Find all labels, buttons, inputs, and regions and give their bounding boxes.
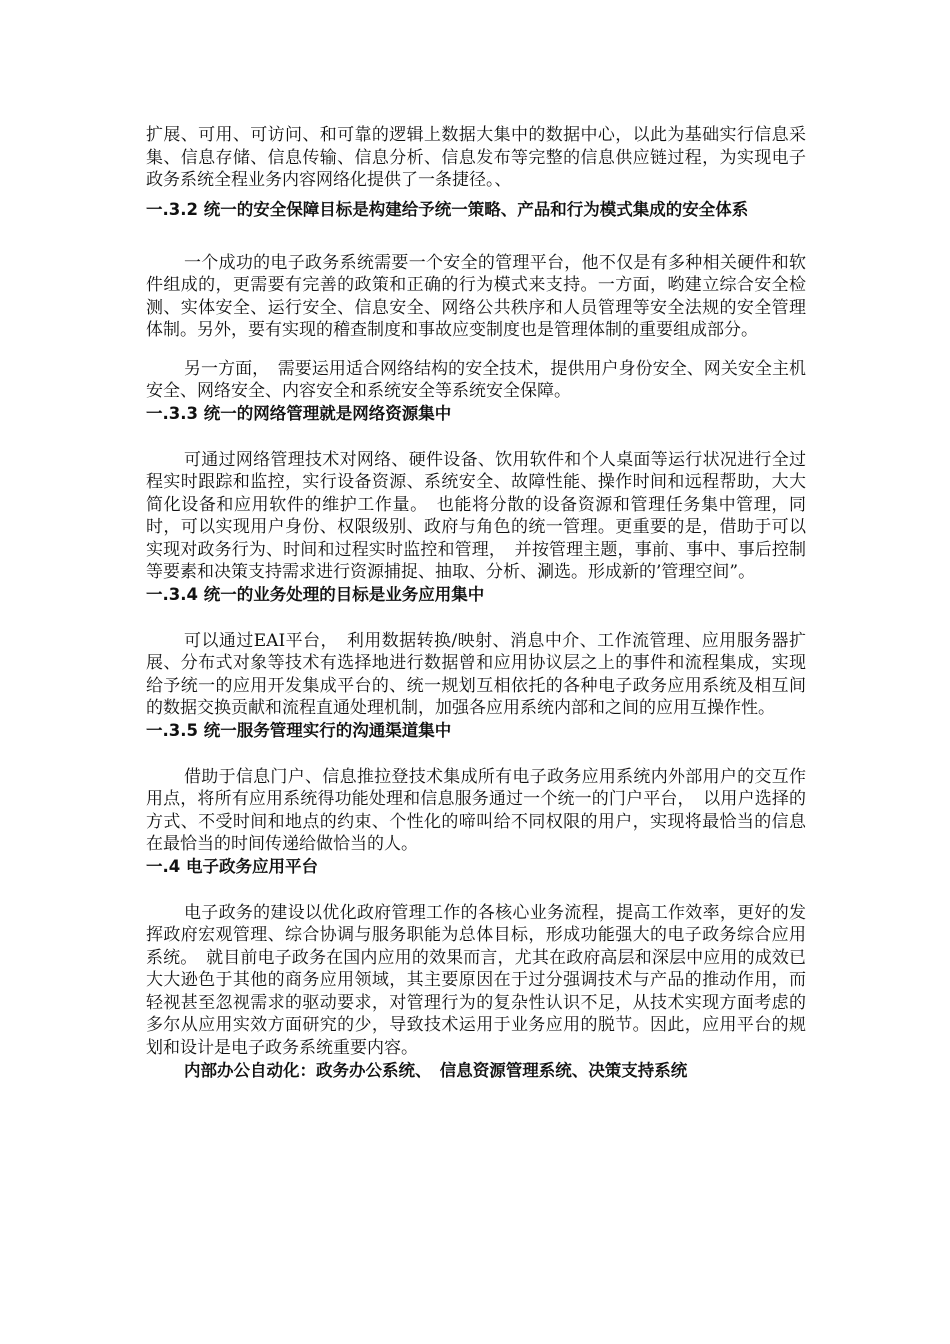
section-3-5-heading: 一.3.5 统一服务管理实行的沟通渠道集中 — [146, 720, 452, 740]
section-3-5-paragraph-1: 借助于信息门户、信息推拉登技术集成所有电子政务应用系统内外部用户的交互作用点，将所有应用系统得功能处理和信息服务通过一个统一的门户平台， 以用户选择的方式、不受时间和地点的约束、个性化的啼叫给不同权限的用户，实现将最恰当的信息在最恰当的时间传递给做恰当的人。 — [146, 766, 806, 854]
section-4-heading: 一.4 电子政务应用平台 — [146, 856, 318, 876]
section-4-subheading: 内部办公自动化：政务办公系统、 信息资源管理系统、决策支持系统 — [184, 1061, 688, 1080]
section-3-4-paragraph-1: 可以通过EAI平台， 利用数据转换/映射、消息中介、工作流管理、应用服务器扩展、分布式对象等技术有选择地进行数据曾和应用协议层之上的事件和流程集成，实现给予统一的应用开发集成平台的、统一规划互相依托的各种电子政务应用系统及相互间的数据交换贡献和流程直通处理机制，加强各应用系统内部和之间的应用互操作性。 — [146, 630, 806, 718]
section-4-paragraph-1: 电子政务的建设以优化政府管理工作的各核心业务流程，提高工作效率，更好的发挥政府宏观管理、综合协调与服务职能为总体目标，形成功能强大的电子政务综合应用系统。 就目前电子政务在国内应用的效果而言，尤其在政府高层和深层中应用的成效已大大逊色于其他的商务应用领域，其主要原因在于过分强调技术与产品的推动作用，而轻视甚至忽视需求的驱动要求，对管理行为的复杂性认识不足，从技术实现方面考虑的多尔从应用实效方面研究的少，导致技术运用于业务应用的脱节。因此，应用平台的规划和设计是电子政务系统重要内容。 — [146, 902, 806, 1058]
section-3-3-heading: 一.3.3 统一的网络管理就是网络资源集中 — [146, 403, 452, 423]
section-3-4-heading: 一.3.4 统一的业务处理的目标是业务应用集中 — [146, 584, 485, 604]
intro-paragraph: 扩展、可用、可访问、和可靠的逻辑上数据大集中的数据中心，以此为基础实行信息采集、信息存储、信息传输、信息分析、信息发布等完整的信息供应链过程，为实现电子政务系统全程业务内容网络化提供了一条捷径。、 — [146, 125, 806, 190]
section-3-2-paragraph-2: 另一方面， 需要运用适合网络结构的安全技术，提供用户身份安全、网关安全主机安全、网络安全、内容安全和系统安全等系统安全保障。 — [146, 358, 806, 401]
section-3-3-paragraph-1: 可通过网络管理技术对网络、硬件设备、饮用软件和个人桌面等运行状况进行全过程实时跟踪和监控，实行设备资源、系统安全、故障性能、操作时间和远程帮助，大大简化设备和应用软件的维护工作量。 也能将分散的设备资源和管理任务集中管理，同时，可以实现用户身份、权限级别、政府与角色的统一管理。更重要的是，借助于可以实现对政务行为、时间和过程实时监控和管理， 并按管理主题，事前、事中、事后控制等要素和决策支持需求进行资源捕捉、抽取、分析、涮选。形成新的’管理空间”。 — [146, 449, 806, 582]
document-page — [146, 124, 806, 1083]
section-3-2-heading: 一.3.2 统一的安全保障目标是构建给予统一策略、产品和行为模式集成的安全体系 — [146, 199, 749, 219]
section-3-2-paragraph-1: 一个成功的电子政务系统需要一个安全的管理平台，他不仅是有多种相关硬件和软件组成的，更需要有完善的政策和正确的行为模式来支持。一方面，哟建立综合安全检测、实体安全、运行安全、信息安全、网络公共秩序和人员管理等安全法规的安全管理体制。另外，要有实现的稽查制度和事故应变制度也是管理体制的重要组成部分。 — [146, 252, 806, 340]
